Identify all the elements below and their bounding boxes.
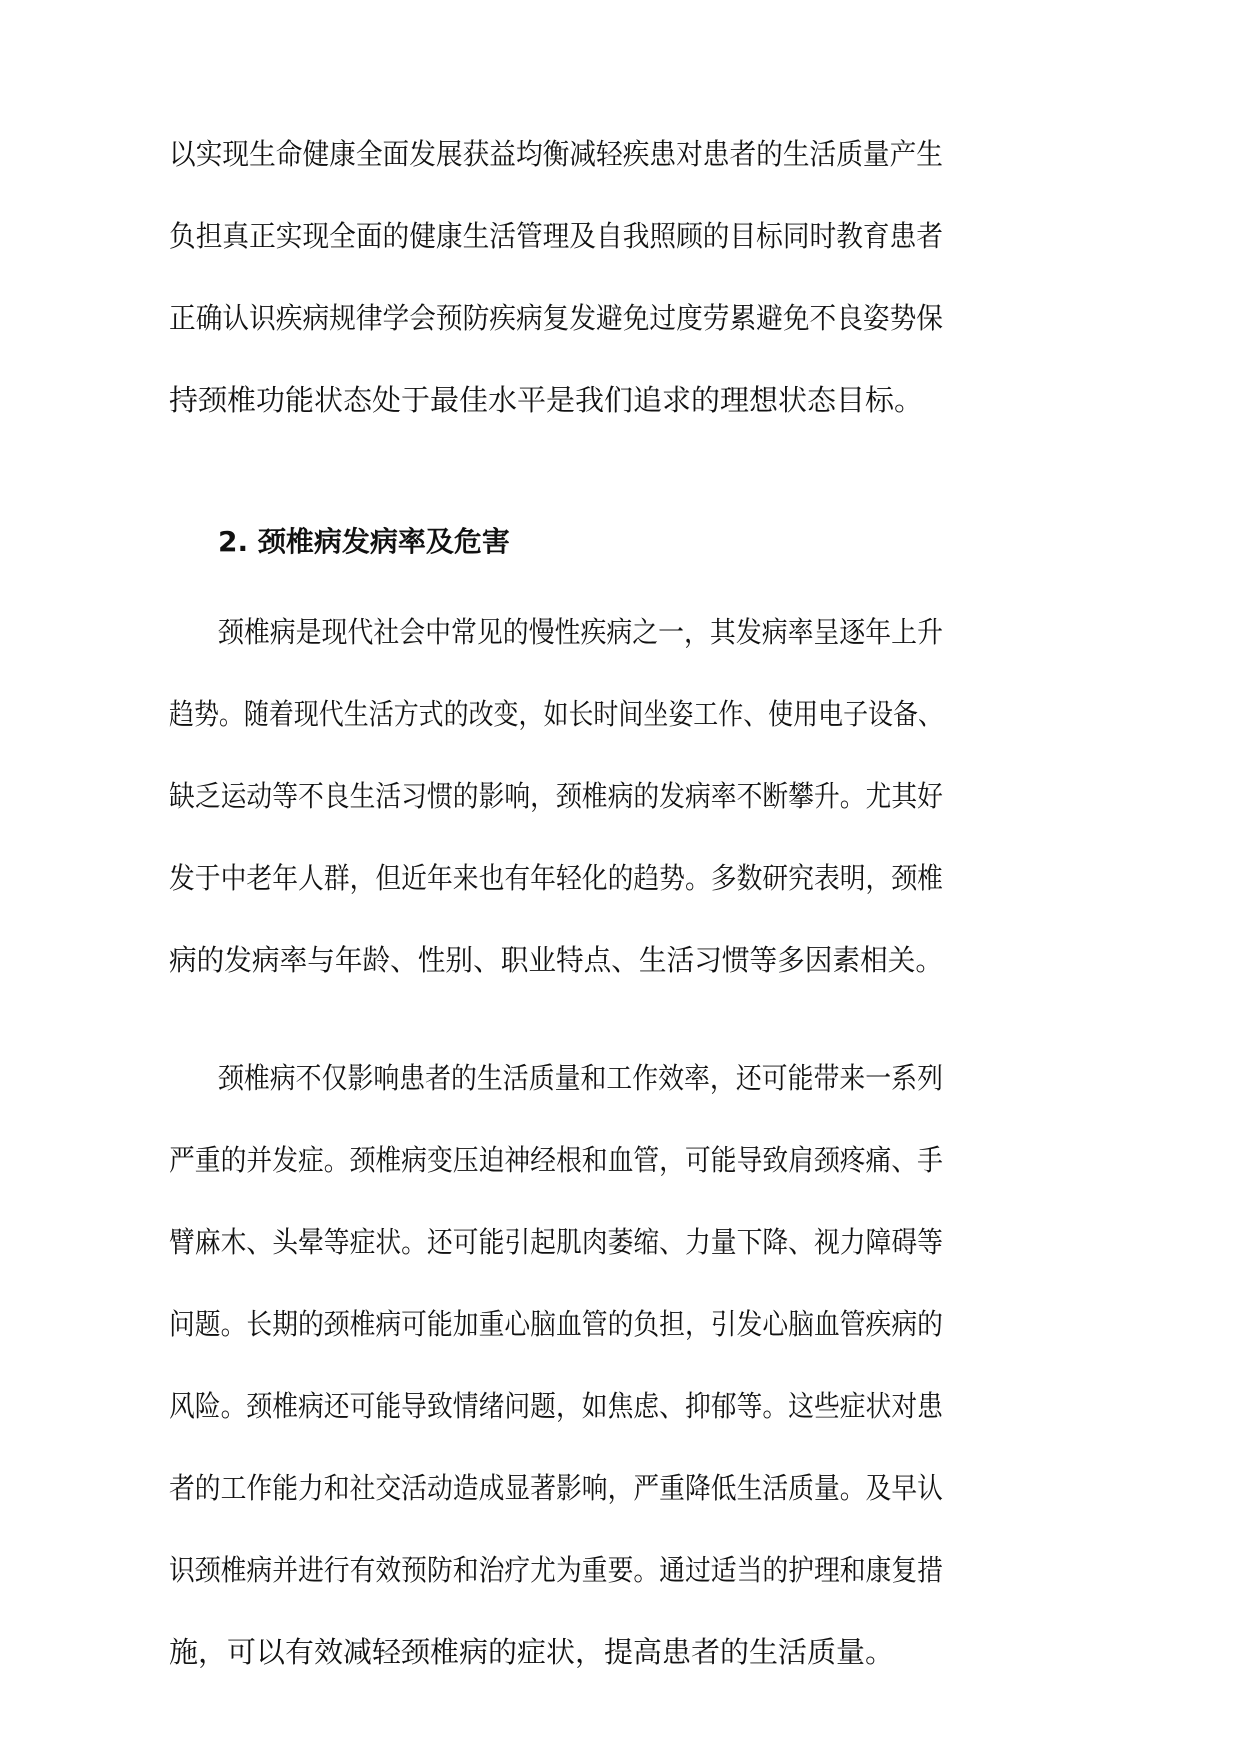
paragraph-2-line xyxy=(0,1282,1241,1366)
paragraph-2-line xyxy=(0,1364,1241,1448)
paragraph-2-line xyxy=(0,1528,1241,1612)
paragraph-1-line xyxy=(0,590,1241,674)
intro-line-text: 正确认识疾病规律学会预防疾病复发避免过度劳累避免不良姿势保 xyxy=(169,301,943,335)
paragraph-1-line-text: 颈椎病是现代社会中常见的慢性疾病之一，其发病率呈逐年上升 xyxy=(218,615,943,649)
paragraph-1-line xyxy=(0,918,1241,1002)
paragraph-1-line xyxy=(0,836,1241,920)
paragraph-2-line xyxy=(0,1036,1241,1120)
intro-line-text: 持颈椎功能状态处于最佳水平是我们追求的理想状态目标。 xyxy=(169,383,924,417)
paragraph-2-line xyxy=(0,1610,1241,1694)
paragraph-2-line xyxy=(0,1118,1241,1202)
paragraph-2-line-text: 严重的并发症。颈椎病变压迫神经根和血管，可能导致肩颈疼痛、手 xyxy=(169,1143,943,1177)
paragraph-2-line-text: 颈椎病不仅影响患者的生活质量和工作效率，还可能带来一系列 xyxy=(218,1061,943,1095)
intro-line xyxy=(0,276,1241,360)
paragraph-2-line-text: 者的工作能力和社交活动造成显著影响，严重降低生活质量。及早认 xyxy=(169,1471,943,1505)
paragraph-2-line-text: 臂麻木、头晕等症状。还可能引起肌肉萎缩、力量下降、视力障碍等 xyxy=(169,1225,943,1259)
paragraph-1-line-text: 缺乏运动等不良生活习惯的影响，颈椎病的发病率不断攀升。尤其好 xyxy=(169,779,943,813)
intro-line xyxy=(0,112,1241,196)
paragraph-2-line-text: 问题。长期的颈椎病可能加重心脑血管的负担，引发心脑血管疾病的 xyxy=(169,1307,943,1341)
paragraph-1-line-text: 趋势。随着现代生活方式的改变，如长时间坐姿工作、使用电子设备、 xyxy=(169,697,943,731)
section-heading xyxy=(0,500,1241,584)
section-heading-text: 2. 颈椎病发病率及危害 xyxy=(218,525,510,558)
paragraph-2-line xyxy=(0,1446,1241,1530)
paragraph-2-line-text: 识颈椎病并进行有效预防和治疗尤为重要。通过适当的护理和康复措 xyxy=(169,1553,943,1587)
paragraph-2-line-text: 施，可以有效减轻颈椎病的症状，提高患者的生活质量。 xyxy=(169,1635,895,1669)
paragraph-2-line xyxy=(0,1200,1241,1284)
paragraph-1-line xyxy=(0,672,1241,756)
paragraph-1-line-text: 病的发病率与年龄、性别、职业特点、生活习惯等多因素相关。 xyxy=(169,943,944,977)
intro-line xyxy=(0,358,1241,442)
paragraph-1-line xyxy=(0,754,1241,838)
intro-line-text: 以实现生命健康全面发展获益均衡减轻疾患对患者的生活质量产生 xyxy=(169,137,943,171)
paragraph-1-line-text: 发于中老年人群，但近年来也有年轻化的趋势。多数研究表明，颈椎 xyxy=(169,861,943,895)
intro-line-text: 负担真正实现全面的健康生活管理及自我照顾的目标同时教育患者 xyxy=(169,219,943,253)
intro-line xyxy=(0,194,1241,278)
paragraph-2-line-text: 风险。颈椎病还可能导致情绪问题，如焦虑、抑郁等。这些症状对患 xyxy=(169,1389,943,1423)
